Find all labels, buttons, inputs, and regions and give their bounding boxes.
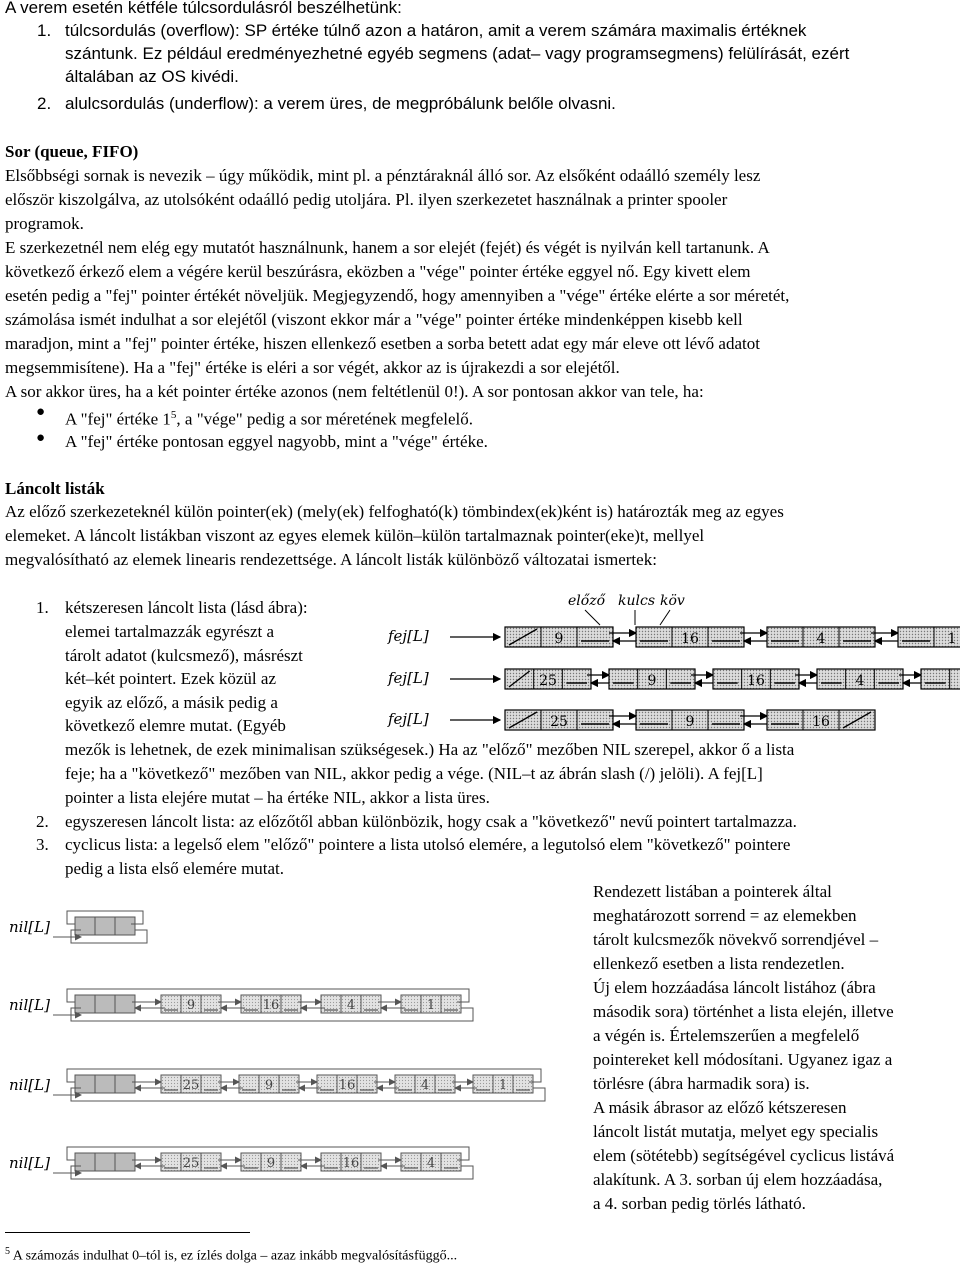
node-key: 16 [343,1156,360,1171]
node-key: 1 [499,1078,507,1093]
header-leader [660,610,670,625]
side-text-line: tárolt kulcsmezők növekvő sorrendjével – [593,928,878,951]
item3-line: pedig a lista első elemére mutat. [65,857,284,880]
linked-line: megvalósítható az elemek linearis rendezettsége. A láncolt listák különböző változatai ismertek: [5,548,657,571]
node-key: 9 [686,714,695,730]
side-text-line: A másik ábrasor az előző kétszeresen [593,1096,846,1119]
cyclic-next-loop [67,1069,541,1082]
queue-line: maradjon, mint a "fej" pointer értéke, hiszen ellenkező esetben a sorba betett adat egy már eleve ott lévő adatot [5,332,760,355]
bullet-icon: ● [36,430,45,447]
row-label: fej[L] [387,710,429,728]
row-label: fej[L] [387,669,429,687]
bullet-icon: ● [36,404,45,421]
cyclic-list-figure [5,905,580,1190]
queue-line: A sor akkor üres, ha a két pointer értéke azonos (nem feltétlenül 0!). A sor pontosan akkor van tele, ha: [5,380,704,403]
sentinel-node [75,1153,135,1171]
queue-line: programok. [5,212,84,235]
node-key: 16 [681,631,699,647]
item1-line: mezők is lehetnek, de ezek minimalisan szükségesek.) Ha az "előző" mezőben NIL szerepel, akkor ő a lista [65,738,794,761]
linked-line: Az előző szerkezeteknél külön pointer(ek) (mely(ek) felfogható(k) tömbindex(ek)ként is) határozták meg az egyes [5,500,784,523]
sentinel-node [75,995,135,1013]
side-text-line: alakítunk. A 3. sorban új elem hozzáadása, [593,1168,882,1191]
node-key: 16 [263,998,280,1013]
queue-bullet: A "fej" értéke pontosan eggyel nagyobb, mint a "vége" értéke. [65,430,488,453]
item3-line: cyclicus lista: a legelső elem "előző" pointere a lista utolsó elemére, a legutolsó elem "következő" pointere [65,833,790,856]
side-text-line: Rendezett listában a pointerek által [593,880,832,903]
item-number: 2. [37,92,51,115]
row-label: nil[L] [9,996,50,1014]
doubly-linked-list-figure [380,585,960,735]
item1-line: két–két pointert. Ezek közül az [65,667,276,690]
item1-line: elemei tartalmazzák egyrészt a [65,620,274,643]
overflow-line: túlcsordulás (overflow): SP értéke túlnő azon a határon, amit a verem számára maximalis értéknek [65,19,806,42]
field-header-label: köv [660,593,685,609]
linked-line: elemeket. A láncolt listákban viszont az egyes elemek külön–külön tartalmaznak pointer(eke)t, mellyel [5,524,704,547]
overflow-line: általában az OS kivédi. [65,65,239,88]
side-text-line: törlésre (ábra harmadik sora) is. [593,1072,810,1095]
queue-bullet: A "fej" értéke $1^5$, a "vége" pedig a sor méretének megfelelő. [65,404,473,431]
node-key: 4 [856,673,865,689]
item-number: 3. [36,833,49,856]
node-key: 25 [539,673,557,689]
item-number: 1. [36,596,49,619]
node-key: 9 [555,631,564,647]
side-text-line: második sora) történhet a lista elején, illetve [593,1000,894,1023]
list-node [921,669,960,689]
row-label: nil[L] [9,1154,50,1172]
node-key: 9 [648,673,657,689]
node-key: 16 [747,673,765,689]
item-number: 2. [36,810,49,833]
item1-line: tárolt adatot (kulcsmező), másrészt [65,644,303,667]
row-label: nil[L] [9,918,50,936]
node-key: 9 [265,1078,273,1093]
node-key: 16 [339,1078,356,1093]
side-text-line: meghatározott sorrend = az elemekben [593,904,857,927]
item1-line: pointer a lista elejére mutat – ha értéke NIL, akkor a lista üres. [65,786,490,809]
node-key: 4 [347,998,355,1013]
side-text-line: pointereket kell módosítani. Ugyanez igaz a [593,1048,892,1071]
node-key: 4 [427,1156,435,1171]
sentinel-node [75,917,135,935]
node-key: 25 [183,1078,200,1093]
node-key: 4 [817,631,826,647]
node-key: 9 [267,1156,275,1171]
node-key: 16 [812,714,830,730]
side-text-line: Új elem hozzáadása láncolt listához (ábra [593,976,876,999]
side-text-line: a 4. sorban pedig törlés látható. [593,1192,806,1215]
footnote: $^5$ A számozás indulhat 0–tól is, ez ízlés dolga – azaz inkább megvalósításfüggő... [5,1240,457,1268]
queue-line: E szerkezetnél nem elég egy mutatót használnunk, hanem a sor elejét (fejét) és végét is nyilván kell tartanunk. A [5,236,770,259]
footnote-rule [5,1232,250,1233]
side-text-line: elem (sötétebb) segítségével cyclicus listává [593,1144,894,1167]
header-leader [585,610,600,625]
item1-line: egyik az előző, a másik pedig a [65,691,278,714]
underflow-line: alulcsordulás (underflow): a verem üres, de megpróbálunk belőle olvasni. [65,92,616,115]
row-label: fej[L] [387,627,429,645]
queue-line: először kiszolgálva, az utolsóként odaálló pedig utoljára. Pl. ilyen szerkezetet használnak a printer spooler [5,188,727,211]
queue-line: következő érkező elem a végére kerül beszúrásra, eközben a "vége" pointer értéke eggyel nő. Egy kivett elem [5,260,750,283]
node-key: 25 [550,714,568,730]
queue-line: számolása ismét indulhat a sor elejétől (viszont ekkor már a "vége" pointer értéke mindenképpen kisebb kell [5,308,743,331]
row-label: nil[L] [9,1076,50,1094]
overflow-line: szántunk. Ez például eredményezhetné egyéb segmens (adat– vagy programsegmens) felülírását, ezért [65,42,849,65]
node-key: 1 [948,631,957,647]
linked-heading: Láncolt listák [5,477,105,500]
queue-heading: Sor (queue, FIFO) [5,140,138,163]
queue-line: megsemmisítene). Ha a "fej" értéke is eléri a sor végét, akkor az is újrakezdi a sor elejétől. [5,356,620,379]
item2-line: egyszeresen láncolt lista: az előzőtől abban különbözik, hogy csak a "következő" nevű pointert tartalmazza. [65,810,797,833]
node-key: 9 [187,998,195,1013]
queue-line: Elsőbbségi sornak is nevezik – úgy működik, mint pl. a pénztáraknál álló sor. Az elsőként odaálló személy lesz [5,164,760,187]
item1-line: feje; ha a "következő" mezőben van NIL, akkor pedig a vége. (NIL–t az ábrán slash (/) jelöli). A fej[L] [65,762,763,785]
item1-line: következő elemre mutat. (Egyéb [65,714,286,737]
side-text-line: ellenkező esetben a lista rendezetlen. [593,952,845,975]
stack-overflow-intro: A verem esetén kétféle túlcsordulásról beszélhetünk: [5,0,402,19]
side-text-line: a végén is. Értelemszerűen a megfelelő [593,1024,859,1047]
item-number: 1. [37,19,51,42]
side-text-line: láncolt listát mutatja, melyet egy specialis [593,1120,878,1143]
field-header-label: előző [568,593,607,609]
node-key: 4 [421,1078,429,1093]
node-key: 1 [427,998,435,1013]
node-key: 25 [183,1156,200,1171]
sentinel-node [75,1075,135,1093]
queue-line: esetén pedig a "fej" pointer értékét növeljük. Megjegyzendő, hogy amennyiben a "vége" értéke elérte a sor méretét, [5,284,789,307]
field-header-label: kulcs [618,593,655,609]
item1-line: kétszeresen láncolt lista (lásd ábra): [65,596,308,619]
